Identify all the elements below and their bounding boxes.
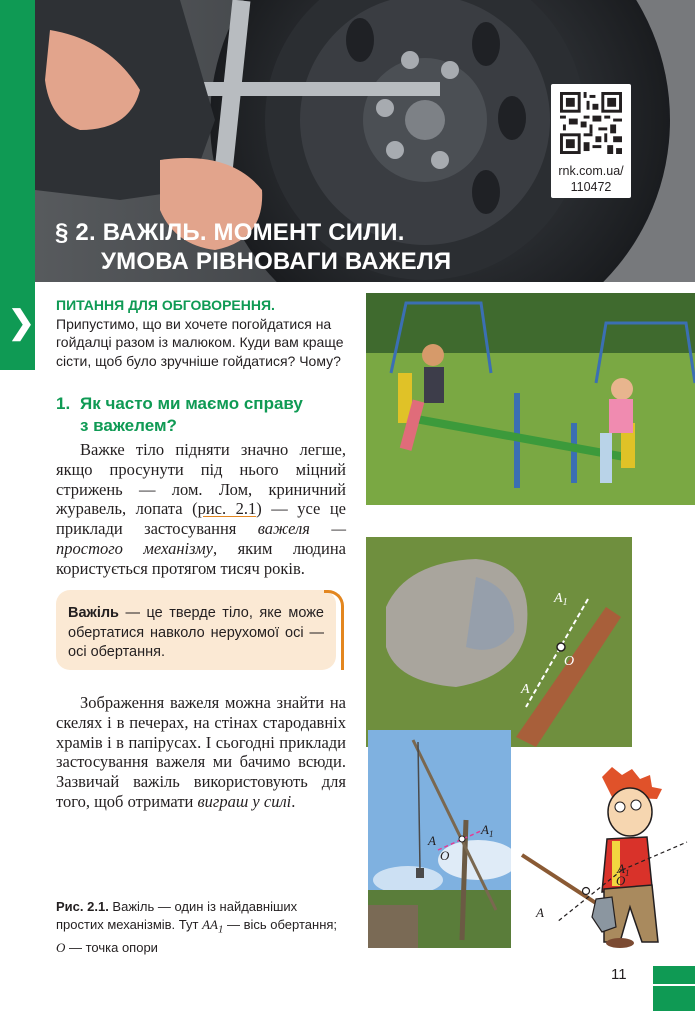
footer-accent-bar [653,966,695,1011]
rock-lever-illustration [366,537,632,747]
discussion-question [56,296,348,370]
caption-point: O [56,939,66,955]
caption-text: Важіль — один із найдавніших простих механізмів. Тут [56,899,298,932]
label-o: O [564,654,575,669]
header-accent-bar [0,0,35,282]
label-o: O [440,848,450,863]
title-line-2: УМОВА РІВНОВАГИ ВАЖЕЛЯ [101,248,452,275]
qr-code-icon [560,92,622,154]
rock-lever-photo [366,537,632,747]
label-a1: $A_1$ [481,822,494,839]
discussion-lead: ПИТАННЯ ДЛЯ ОБГОВОРЕННЯ. [56,297,275,313]
side-tab[interactable] [0,282,35,370]
paragraph-1-text: , яким людина користується протягом тисяч років. [56,538,346,578]
qr-link-line2[interactable]: 110472 [570,180,612,194]
caption-axis-letters: AA [202,916,218,932]
paragraph-2 [56,693,346,812]
figure-caption [56,898,346,956]
boy-shovel-drawing [512,767,695,952]
section-title-line1: Як часто ми маємо справу [80,394,303,413]
discussion-text: Припустимо, що ви хочете погойдатися на гойдалці разом із малюком. Куди вам краще сісти, щоб було зручніше гойдатися? Чому? [56,315,344,369]
boy-shovel-illustration [512,767,695,952]
caption-text: — вісь обертання; [223,916,338,932]
label-a: A [536,905,544,920]
caption-axis [202,916,224,936]
section-title-line2: з важелем? [80,416,177,435]
label-a1: $A_1$ [554,591,568,608]
footer-accent-divider [653,984,695,986]
label-a: A [428,833,436,848]
well-sweep-illustration [368,730,511,948]
section-heading [56,393,346,437]
qr-code-box[interactable] [551,84,631,198]
definition-text [68,604,324,663]
paragraph-1 [56,440,346,579]
definition-term: Важіль [68,605,119,621]
paragraph-1-italic: важеля — простого механізму [56,519,346,558]
label-o: O [616,873,626,888]
paragraph-1-text: Важке тіло підняти значно легше, якщо просунути під нього міцний стрижень — лом. Лом, криничний журавель, лопата ( [56,440,346,519]
caption-text: — точка опори [65,939,158,955]
section-number: 1. [56,394,71,413]
caption-axis-sub: 1 [217,923,224,936]
paragraph-2-italic: виграш у силі [197,791,292,811]
qr-link-line1[interactable]: rnk.com.ua/ [558,164,624,178]
definition-body: — це тверде тіло, яке може обертатися навколо нерухомої осі — осі обертання. [68,605,324,661]
paragraph-2-text: . [291,791,296,811]
title-line-1: § 2. ВАЖІЛЬ. МОМЕНТ СИЛИ. [55,219,405,246]
seesaw-photo [366,293,695,505]
definition-box [56,590,336,670]
well-sweep-photo [368,730,511,948]
chevron-right-icon: ❯ [8,304,35,340]
page-number: 11 [611,966,627,983]
figure-link[interactable]: рис. 2.1 [197,499,257,519]
paragraph-1-text: ) — усе це приклади застосування [56,499,346,539]
caption-label: Рис. 2.1. [56,899,109,914]
page-title [55,218,475,276]
seesaw-illustration [366,293,695,505]
label-a1: $A_1$ [617,861,630,878]
label-a: A [521,682,530,697]
paragraph-2-text: Зображення важеля можна знайти на скелях і в печерах, на стінах стародавніх храмів і в папірусах. І сьогодні приклади застосування важеля ми бачимо всюди. Зазвичай важіль використовують для того, щоб отримати [56,693,346,811]
